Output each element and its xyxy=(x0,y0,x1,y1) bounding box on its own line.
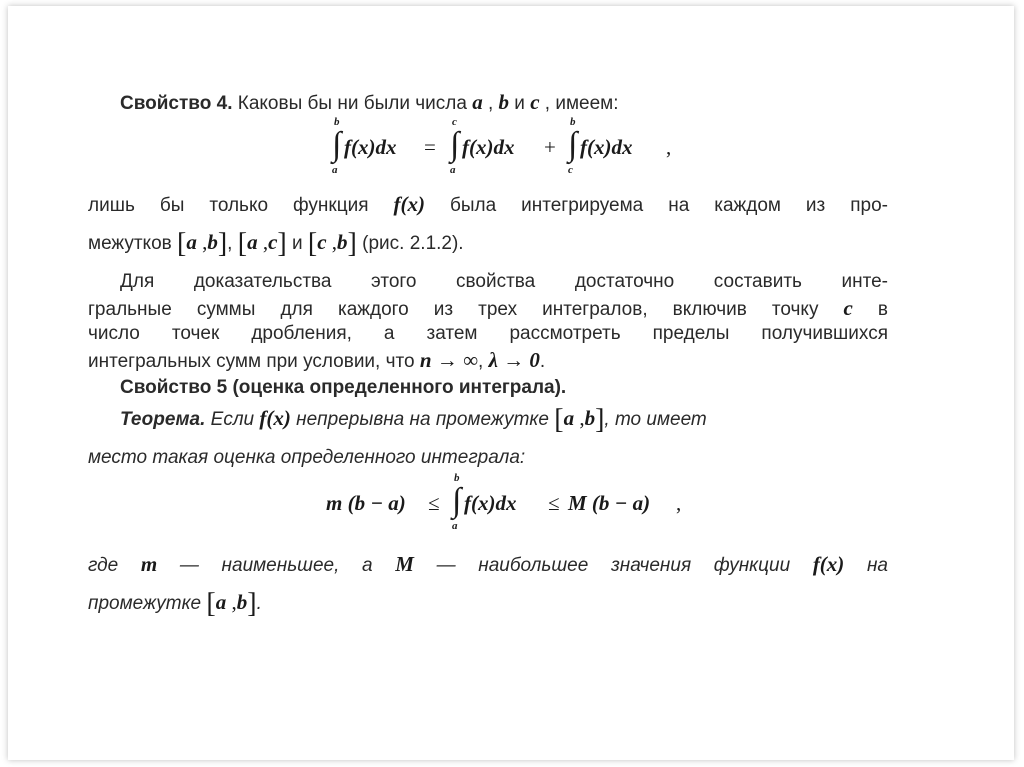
text: — наименьшее, а xyxy=(157,555,396,576)
text: . xyxy=(539,351,546,372)
text: Если xyxy=(205,409,260,430)
word-have: , имеем: xyxy=(539,93,619,114)
estimate-formula xyxy=(326,472,686,532)
separator: , xyxy=(482,93,499,114)
upper-limit-b: b xyxy=(454,472,460,484)
integrand: f(x)dx xyxy=(462,135,515,159)
comma: , xyxy=(676,491,682,515)
text: межутков xyxy=(88,233,178,254)
text: промежутке xyxy=(88,593,207,614)
text: — наибольшее значения функции xyxy=(413,555,813,576)
text: интегральных сумм при условии, что xyxy=(88,351,420,372)
text: , xyxy=(478,351,489,372)
integrand: f(x)dx xyxy=(580,135,633,159)
where-line-2 xyxy=(88,588,262,619)
text: была интегрируема на каждом из про- xyxy=(424,195,888,216)
var-m: m xyxy=(140,552,158,576)
interval-cb: [c ,b] xyxy=(307,228,357,259)
lower-limit-c: c xyxy=(568,164,573,176)
text: . xyxy=(256,593,262,614)
theorem-line-2: место такая оценка определенного интеграла: xyxy=(88,447,526,468)
proof-line-2 xyxy=(88,296,888,322)
theorem-label: Теорема. xyxy=(120,409,206,430)
func-fx: f(x) xyxy=(393,192,425,216)
var-c: c xyxy=(530,90,540,114)
proof-line-3: число точек дробления, а затем рассмотреть пределы получившихся xyxy=(88,323,888,344)
var-M: M xyxy=(395,552,414,576)
var-b: b xyxy=(498,90,510,114)
integrand: f(x)dx xyxy=(464,491,517,515)
plus-sign: + xyxy=(544,135,556,159)
upper-bound: M (b − a) xyxy=(568,491,651,515)
text: , то имеет xyxy=(604,409,707,430)
upper-limit-c: c xyxy=(452,116,457,128)
condition-line-2 xyxy=(88,228,464,259)
text: лишь бы только функция xyxy=(88,195,394,216)
text: где xyxy=(88,555,141,576)
integral-sign: ∫ xyxy=(332,126,342,163)
le-sign: ≤ xyxy=(548,491,560,515)
integrand: f(x)dx xyxy=(344,135,397,159)
upper-limit-b: b xyxy=(570,116,576,128)
text: гральные суммы для каждого из трех интегралов, включив точку xyxy=(88,299,844,320)
interval-ab: [a ,b] xyxy=(554,404,605,435)
text: непрерывна на промежутке xyxy=(290,409,555,430)
interval-ab: [a ,b] xyxy=(206,588,257,619)
prop4-statement xyxy=(120,90,619,116)
slide-page xyxy=(8,6,1014,760)
func-fx: f(x) xyxy=(812,552,845,576)
func-fx: f(x) xyxy=(259,406,291,430)
additivity-formula xyxy=(326,116,686,176)
integral-sign: ∫ xyxy=(568,126,578,163)
condition-line-1 xyxy=(88,192,888,218)
equals-sign: = xyxy=(424,135,436,159)
lower-limit-a: a xyxy=(450,164,456,176)
lower-limit-a: a xyxy=(332,164,338,176)
limit-n: n → ∞ xyxy=(419,348,478,372)
integral-sign: ∫ xyxy=(452,482,462,519)
comma: , xyxy=(666,135,672,159)
text: на xyxy=(844,555,888,576)
figure-reference: (рис. 2.1.2). xyxy=(356,233,464,254)
theorem-line-1 xyxy=(120,404,707,435)
interval-ac: [a ,c] xyxy=(237,228,287,259)
prop4-intro: Каковы бы ни были числа xyxy=(232,93,473,114)
lower-bound: m (b − a) xyxy=(326,491,406,515)
upper-limit-b: b xyxy=(334,116,340,128)
word-and: и xyxy=(509,93,531,114)
text: в xyxy=(877,299,888,320)
var-a: a xyxy=(472,90,483,114)
lower-limit-a: a xyxy=(452,520,458,532)
interval-ab: [a ,b] xyxy=(177,228,228,259)
proof-line-4 xyxy=(88,348,545,374)
limit-lambda: λ → 0 xyxy=(488,348,540,372)
where-line-1 xyxy=(88,552,888,578)
le-sign: ≤ xyxy=(428,491,440,515)
prop5-heading: Свойство 5 (оценка определенного интеграла). xyxy=(120,377,567,398)
integral-sign: ∫ xyxy=(450,126,460,163)
prop4-heading: Свойство 4. xyxy=(120,93,233,114)
var-c: c xyxy=(843,296,853,320)
text: и xyxy=(286,233,308,254)
text: , xyxy=(227,233,238,254)
proof-line-1: Для доказательства этого свойства достаточно составить инте- xyxy=(120,271,888,292)
